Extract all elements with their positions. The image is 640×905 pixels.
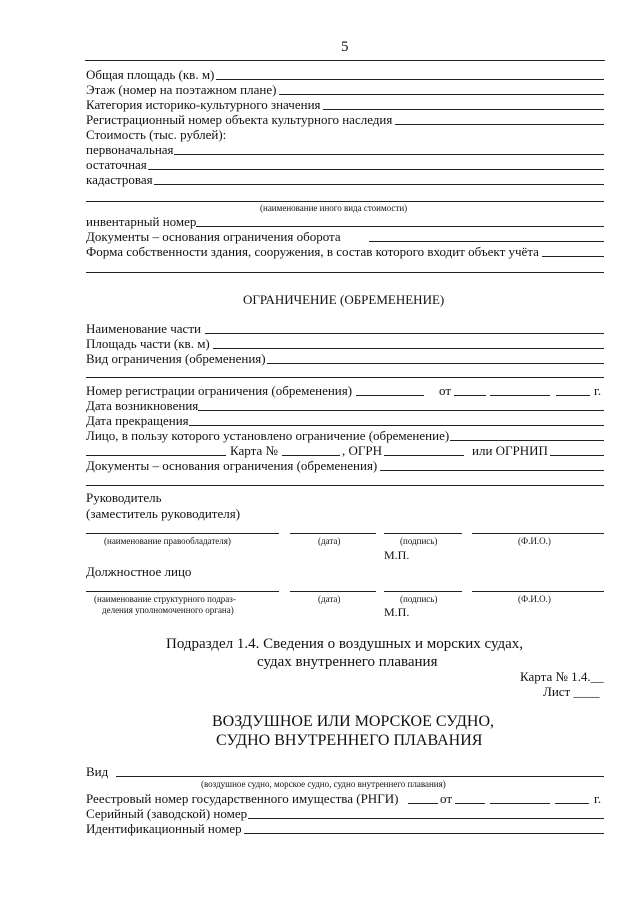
floor-field[interactable] <box>279 94 604 95</box>
holder-name-field[interactable] <box>86 533 279 534</box>
turnover-docs-label: Документы – основания ограничения оборота <box>86 229 341 244</box>
ownership-form-label: Форма собственности здания, сооружения, в состав которого входит объект учёта <box>86 244 539 259</box>
head-signature-field[interactable] <box>384 533 462 534</box>
other-cost-field[interactable] <box>86 201 604 202</box>
card-number: Карта № 1.4.__ <box>520 669 604 684</box>
vessel-kind-label: Вид <box>86 764 109 779</box>
ownership-form-field-continued[interactable] <box>86 272 604 273</box>
head-fio-field[interactable] <box>472 533 604 534</box>
beneficiary-field[interactable] <box>450 440 604 441</box>
inventory-number-label: инвентарный номер <box>86 214 197 229</box>
unit-caption-line1: (наименование структурного подраз- <box>94 594 236 604</box>
head-date-caption: (дата) <box>318 536 341 546</box>
serial-number-label: Серийный (заводской) номер <box>86 806 248 821</box>
heritage-reg-number-field[interactable] <box>395 124 604 125</box>
start-date-label: Дата возникновения <box>86 398 199 413</box>
reg-year-suffix: г. <box>594 383 602 398</box>
part-name-field[interactable] <box>205 333 604 334</box>
divider <box>85 60 605 61</box>
reg-from-label: от <box>439 383 452 398</box>
subsection-title-line2: судах внутреннего плавания <box>257 654 438 670</box>
encumbrance-docs-field-continued[interactable] <box>86 485 604 486</box>
encumbrance-type-label: Вид ограничения (обременения) <box>86 351 266 366</box>
rngi-label: Реестровый номер государственного имущества (РНГИ) <box>86 791 399 806</box>
ogrn-label: , ОГРН <box>342 443 383 458</box>
inventory-number-field[interactable] <box>196 226 604 227</box>
card-no-label: Карта № <box>230 443 278 458</box>
rngi-field[interactable] <box>408 803 438 804</box>
cost-cadastral-field[interactable] <box>154 184 604 185</box>
reg-number-field[interactable] <box>356 395 424 396</box>
floor-label: Этаж (номер на поэтажном плане) <box>86 82 277 97</box>
reg-number-label: Номер регистрации ограничения (обременения) <box>86 383 353 398</box>
heritage-reg-number-label: Регистрационный номер объекта культурного наследия <box>86 112 393 127</box>
official-date-caption: (дата) <box>318 594 341 604</box>
card-no-field[interactable] <box>282 455 340 456</box>
other-cost-caption: (наименование иного вида стоимости) <box>260 203 408 213</box>
part-area-field[interactable] <box>213 348 604 349</box>
total-area-field[interactable] <box>216 79 604 80</box>
end-date-label: Дата прекращения <box>86 413 189 428</box>
subsection-title-line1: Подраздел 1.4. Сведения о воздушных и морских судах, <box>166 636 524 652</box>
rngi-month-field[interactable] <box>490 803 550 804</box>
total-area-label: Общая площадь (кв. м) <box>86 67 215 82</box>
identification-number-field[interactable] <box>244 833 604 834</box>
reg-day-field[interactable] <box>454 395 486 396</box>
category-label: Категория историко-культурного значения <box>86 97 321 112</box>
rngi-day-field[interactable] <box>455 803 485 804</box>
cost-initial-field[interactable] <box>174 154 604 155</box>
identification-number-label: Идентификационный номер <box>86 821 242 836</box>
ownership-form-field[interactable] <box>542 256 604 257</box>
official-fio-field[interactable] <box>472 591 604 592</box>
official-stamp: М.П. <box>384 605 410 619</box>
unit-name-field[interactable] <box>86 591 279 592</box>
encumbrance-docs-label: Документы – основания ограничения (обременения) <box>86 458 378 473</box>
rngi-year-field[interactable] <box>555 803 589 804</box>
cost-cadastral-label: кадастровая <box>86 172 153 187</box>
holder-caption: (наименование правообладателя) <box>104 536 231 546</box>
serial-number-field[interactable] <box>248 818 604 819</box>
deputy-head-label: (заместитель руководителя) <box>86 506 241 521</box>
page-number: 5 <box>341 39 349 55</box>
cost-initial-label: первоначальная <box>86 142 174 157</box>
head-date-field[interactable] <box>290 533 376 534</box>
encumbrance-docs-field[interactable] <box>380 470 604 471</box>
end-date-field[interactable] <box>189 425 604 426</box>
ogrn-field[interactable] <box>384 455 464 456</box>
part-name-label: Наименование части <box>86 321 201 336</box>
rngi-from-label: от <box>440 791 453 806</box>
turnover-docs-field[interactable] <box>369 241 604 242</box>
head-fio-caption: (Ф.И.О.) <box>518 536 551 546</box>
encumbrance-type-field[interactable] <box>267 363 604 364</box>
reg-month-field[interactable] <box>490 395 550 396</box>
vessel-kind-field[interactable] <box>116 776 604 777</box>
cost-header: Стоимость (тыс. рублей): <box>86 127 227 142</box>
official-date-field[interactable] <box>290 591 376 592</box>
cost-residual-label: остаточная <box>86 157 147 172</box>
part-area-label: Площадь части (кв. м) <box>86 336 210 351</box>
head-stamp: М.П. <box>384 548 410 562</box>
head-signature-caption: (подпись) <box>400 536 438 546</box>
beneficiary-label: Лицо, в пользу которого установлено ограничение (обременение) <box>86 428 450 443</box>
category-field[interactable] <box>323 109 604 110</box>
cost-residual-field[interactable] <box>148 169 604 170</box>
official-signature-field[interactable] <box>384 591 462 592</box>
reg-year-field[interactable] <box>556 395 590 396</box>
encumbrance-heading: ОГРАНИЧЕНИЕ (ОБРЕМЕНЕНИЕ) <box>243 292 445 307</box>
encumbrance-type-field-continued[interactable] <box>86 377 604 378</box>
start-date-field[interactable] <box>198 410 604 411</box>
official-label: Должностное лицо <box>86 564 192 579</box>
official-fio-caption: (Ф.И.О.) <box>518 594 551 604</box>
rngi-year-suffix: г. <box>594 791 602 806</box>
ogrnip-label: или ОГРНИП <box>472 443 548 458</box>
vessel-heading-line1: ВОЗДУШНОЕ ИЛИ МОРСКОЕ СУДНО, <box>212 713 495 730</box>
official-signature-caption: (подпись) <box>400 594 438 604</box>
vessel-kind-caption: (воздушное судно, морское судно, судно внутреннего плавания) <box>201 779 446 789</box>
vessel-heading-line2: СУДНО ВНУТРЕННЕГО ПЛАВАНИЯ <box>216 732 483 749</box>
ogrnip-field[interactable] <box>550 455 604 456</box>
beneficiary-name-field[interactable] <box>86 455 226 456</box>
sheet-number: Лист ____ <box>543 684 600 699</box>
unit-caption-line2: деления уполномоченного органа) <box>102 605 234 615</box>
head-label: Руководитель <box>86 490 162 505</box>
